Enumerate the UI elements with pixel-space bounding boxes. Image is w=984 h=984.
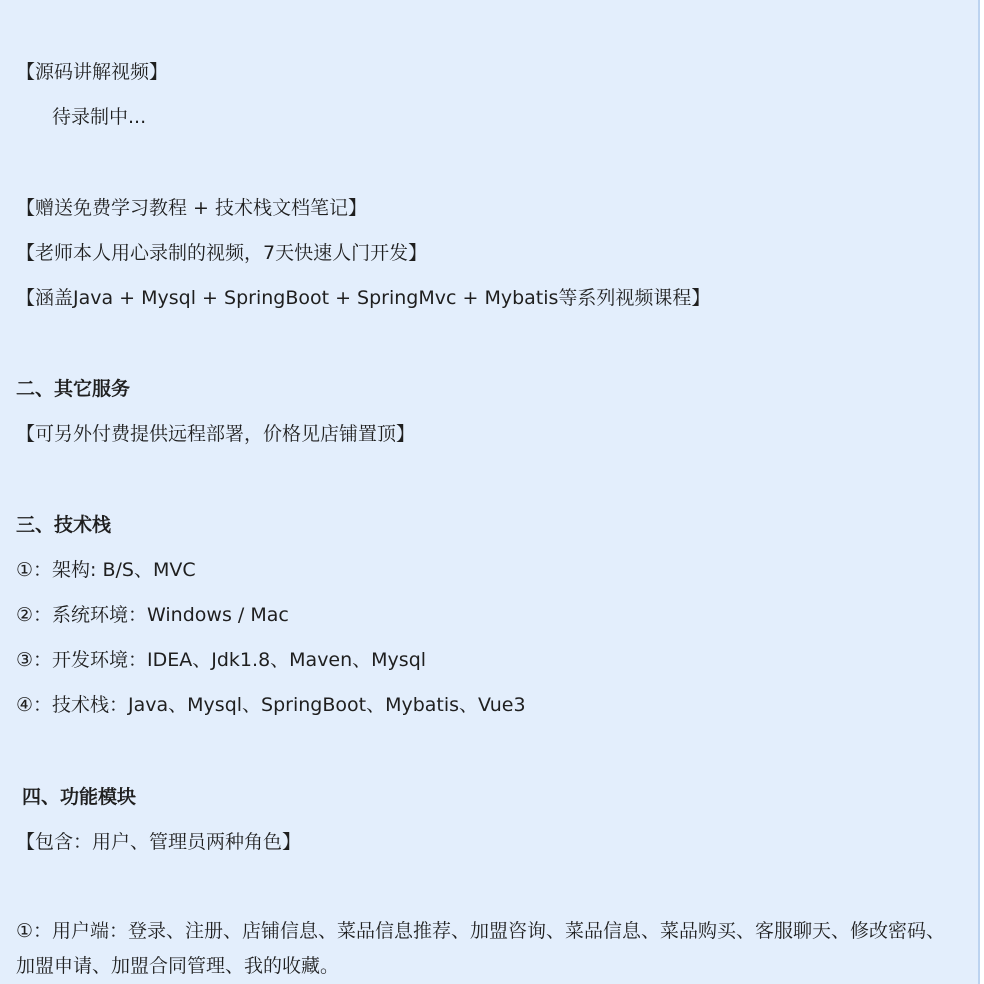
other-services-text: 【可另外付费提供远程部署，价格见店铺置顶】 — [16, 423, 416, 445]
tech-stack-item: ①：架构: B/S、MVC — [16, 559, 196, 581]
video-section-heading: 【源码讲解视频】 — [16, 61, 169, 83]
bonus-line-2: 【老师本人用心录制的视频，7天快速人门开发】 — [16, 242, 428, 264]
modules-user-side: ①：用户端：登录、注册、店铺信息、菜品信息推荐、加盟咨询、菜品信息、菜品购买、客服聊天、修改密码、加盟申请、加盟合同管理、我的收藏。 — [16, 920, 946, 977]
tech-stack-item: ②：系统环境：Windows / Mac — [16, 604, 289, 626]
tech-stack-item: ③：开发环境：IDEA、Jdk1.8、Maven、Mysql — [16, 649, 427, 671]
other-services-heading: 二、其它服务 — [16, 378, 131, 400]
video-status-text: 待录制中... — [52, 106, 147, 128]
modules-roles: 【包含：用户、管理员两种角色】 — [16, 831, 302, 853]
bonus-line-1: 【赠送免费学习教程 + 技术栈文档笔记】 — [16, 197, 368, 219]
tech-stack-item: ④：技术栈：Java、Mysql、SpringBoot、Mybatis、Vue3 — [16, 694, 526, 716]
tech-stack-heading: 三、技术栈 — [16, 514, 112, 536]
modules-heading: 四、功能模块 — [22, 786, 137, 808]
bonus-line-3: 【涵盖Java + Mysql + SpringBoot + SpringMvc + Mybatis等系列视频课程】 — [16, 287, 711, 309]
